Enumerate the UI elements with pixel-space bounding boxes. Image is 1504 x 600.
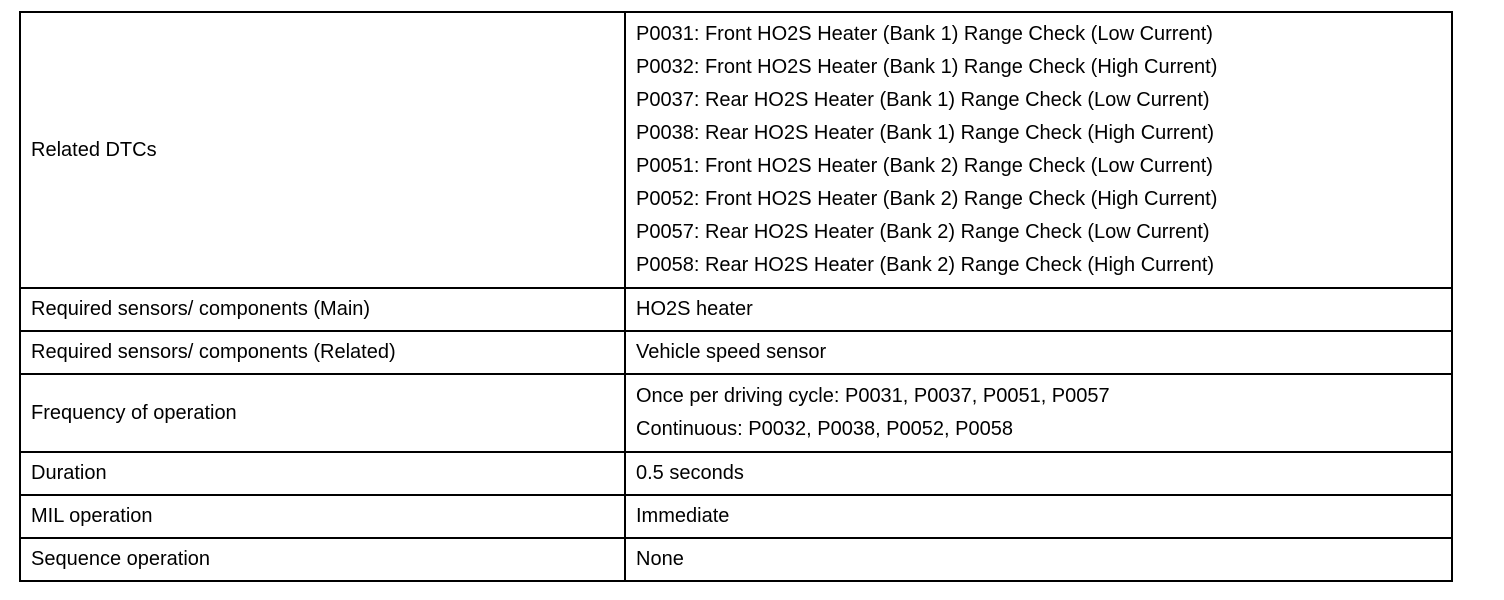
dtc-line: P0032: Front HO2S Heater (Bank 1) Range Check (High Current) [636, 56, 1218, 78]
dtc-line: P0038: Rear HO2S Heater (Bank 1) Range Check (High Current) [636, 122, 1215, 144]
dtc-line: P0031: Front HO2S Heater (Bank 1) Range Check (Low Current) [636, 23, 1213, 45]
table-row-sequence-operation [20, 538, 1452, 581]
row-label: Required sensors/ components (Related) [20, 331, 625, 374]
table-row-related-components [20, 331, 1452, 374]
row-value [625, 288, 1452, 331]
value-line: 0.5 seconds [636, 462, 744, 484]
dtc-line: P0058: Rear HO2S Heater (Bank 2) Range Check (High Current) [636, 254, 1215, 276]
dtc-line: P0037: Rear HO2S Heater (Bank 1) Range Check (Low Current) [636, 89, 1210, 111]
row-label: MIL operation [20, 495, 625, 538]
table-row-duration [20, 452, 1452, 495]
row-label: Required sensors/ components (Main) [20, 288, 625, 331]
row-value [625, 374, 1452, 452]
row-label: Sequence operation [20, 538, 625, 581]
row-label: Related DTCs [20, 12, 625, 288]
value-line: Once per driving cycle: P0031, P0037, P0051, P0057 [636, 385, 1110, 407]
row-label: Duration [20, 452, 625, 495]
table-row-frequency [20, 374, 1452, 452]
value-line: None [636, 548, 684, 570]
table-row-mil-operation [20, 495, 1452, 538]
dtc-line: P0057: Rear HO2S Heater (Bank 2) Range Check (Low Current) [636, 221, 1210, 243]
value-line: HO2S heater [636, 298, 753, 320]
row-value [625, 538, 1452, 581]
value-line: Immediate [636, 505, 730, 527]
row-value [625, 495, 1452, 538]
row-value [625, 12, 1452, 288]
table-row-related-dtcs [20, 12, 1452, 288]
row-value [625, 452, 1452, 495]
table-row-main-components [20, 288, 1452, 331]
value-line: Vehicle speed sensor [636, 341, 827, 363]
monitor-spec-table [19, 11, 1453, 582]
row-label: Frequency of operation [20, 374, 625, 452]
dtc-line: P0051: Front HO2S Heater (Bank 2) Range Check (Low Current) [636, 155, 1213, 177]
value-line: Continuous: P0032, P0038, P0052, P0058 [636, 418, 1013, 440]
dtc-line: P0052: Front HO2S Heater (Bank 2) Range Check (High Current) [636, 188, 1218, 210]
row-value [625, 331, 1452, 374]
